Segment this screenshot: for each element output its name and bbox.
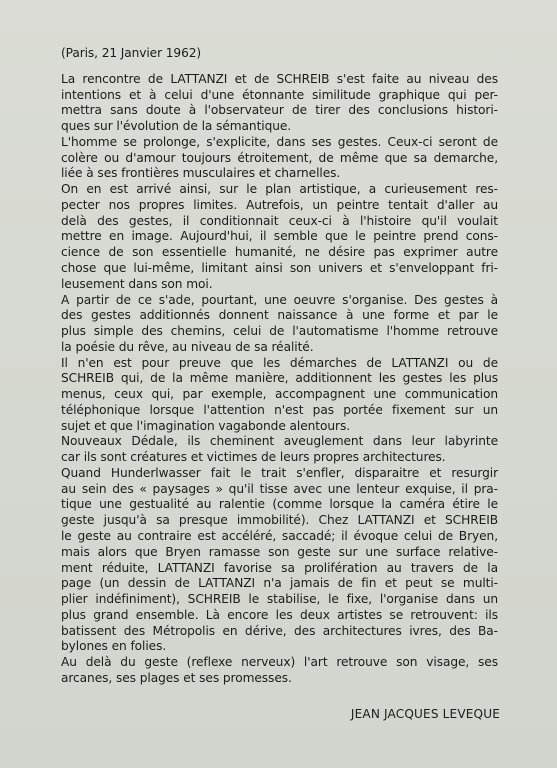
text-line: plus simple des chemins, celui de l'automatisme l'homme retrouve bbox=[61, 324, 498, 339]
dateline: (Paris, 21 Janvier 1962) bbox=[61, 46, 202, 60]
text-line: chose que lui-même, limitant ainsi son univers et s'enveloppant fri- bbox=[61, 260, 498, 275]
text-line: colère ou d'amour toujours étroitement, de même que sa demarche, bbox=[61, 150, 498, 165]
author-signature: JEAN JACQUES LEVEQUE bbox=[350, 707, 500, 721]
text-line: plier indéfiniment), SCHREIB le stabilise, le fixe, l'organise dans un bbox=[61, 592, 498, 607]
text-line: pecter nos propres limites. Autrefois, un peintre tentait d'aller au bbox=[61, 197, 498, 212]
text-line: La rencontre de LATTANZI et de SCHREIB s'est faite au niveau des bbox=[61, 71, 498, 86]
paragraph bbox=[61, 182, 498, 292]
text-line: menus, ceux qui, par exemple, accompagnent une communication bbox=[61, 387, 498, 402]
text-line: liée à ses frontières musculaires et charnelles. bbox=[61, 166, 341, 181]
text-line: ques sur l'évolution de la sémantique. bbox=[61, 119, 292, 134]
text-line: Nouveaux Dédale, ils cheminent aveuglement dans leur labyrinte bbox=[61, 434, 498, 449]
text-line: car ils sont créatures et victimes de leurs propres architectures. bbox=[61, 450, 446, 465]
paragraph bbox=[61, 434, 498, 466]
text-line: tique une gestualité au ralentie (comme lorsque la caméra étire le bbox=[61, 497, 498, 512]
text-line: Quand Hunderlwasser fait le trait s'enfler, disparaitre et resurgir bbox=[61, 465, 498, 480]
text-line: téléphonique lorsque l'attention n'est pas portée fixement sur un bbox=[61, 402, 498, 417]
paragraph bbox=[61, 72, 498, 135]
text-line: mais alors que Bryen ramasse son geste sur une surface relative- bbox=[61, 544, 498, 559]
text-line: Il n'en est pour preuve que les démarches de LATTANZI ou de bbox=[61, 355, 498, 370]
text-line: bylones en folies. bbox=[61, 639, 167, 654]
paragraph bbox=[61, 466, 498, 655]
paragraph bbox=[61, 356, 498, 435]
text-line: la poésie du rêve, au niveau de sa réalité. bbox=[61, 339, 314, 354]
text-line: leusement dans son moi. bbox=[61, 276, 213, 291]
text-line: geste jusqu'à sa presque immobilité). Chez LATTANZI et SCHREIB bbox=[61, 513, 498, 528]
text-line: intentions et à celui d'une étonnante similitude graphique qui per- bbox=[61, 87, 498, 102]
text-line: On en est arrivé ainsi, sur le plan artistique, a curieusement res- bbox=[61, 182, 498, 197]
text-line: A partir de ce s'ade, pourtant, une oeuvre s'organise. Des gestes à bbox=[61, 292, 498, 307]
text-line: sujet et que l'imagination vagabonde alentours. bbox=[61, 418, 351, 433]
text-line: plus grand ensemble. Là encore les deux artistes se retrouvent: ils bbox=[61, 607, 498, 622]
paragraph bbox=[61, 293, 498, 356]
text-line: le geste au contraire est accéléré, saccadé; il évoque celui de Bryen, bbox=[61, 529, 498, 543]
text-line: L'homme se prolonge, s'explicite, dans ses gestes. Ceux-ci seront de bbox=[61, 134, 498, 149]
text-line: mettre en image. Aujourd'hui, il semble que le peintre prend cons- bbox=[61, 229, 498, 244]
paragraph-list bbox=[61, 72, 498, 687]
text-line: delà des gestes, il conditionnait ceux-ci à l'histoire qu'il voulait bbox=[61, 213, 498, 228]
article-body bbox=[61, 46, 498, 687]
paragraph bbox=[61, 655, 498, 687]
text-line: batissent des Métropolis en dérive, des architectures ivres, des Ba- bbox=[61, 623, 498, 638]
text-line: SCHREIB qui, de la même manière, additionnent les gestes les plus bbox=[61, 371, 498, 386]
text-line: cience de son essentielle humanité, ne désire pas exprimer autre bbox=[61, 245, 498, 260]
paragraph bbox=[61, 135, 498, 182]
text-line: Au delà du geste (reflexe nerveux) l'art retrouve son visage, ses bbox=[61, 655, 498, 670]
text-line: arcanes, ses plages et ses promesses. bbox=[61, 670, 292, 685]
text-line: ment réduite, LATTANZI favorise sa prolifération au travers de la bbox=[61, 560, 498, 575]
text-line: au sein des « paysages » qu'il tisse avec une lenteur exquise, il pra- bbox=[61, 481, 498, 496]
text-line: page (un dessin de LATTANZI n'a jamais de fin et peut se multi- bbox=[61, 576, 498, 591]
text-line: mettra sans doute à l'observateur de tirer des conclusions histori- bbox=[61, 103, 498, 118]
text-line: des gestes additionnés donnent naissance à une forme et par le bbox=[61, 308, 498, 323]
